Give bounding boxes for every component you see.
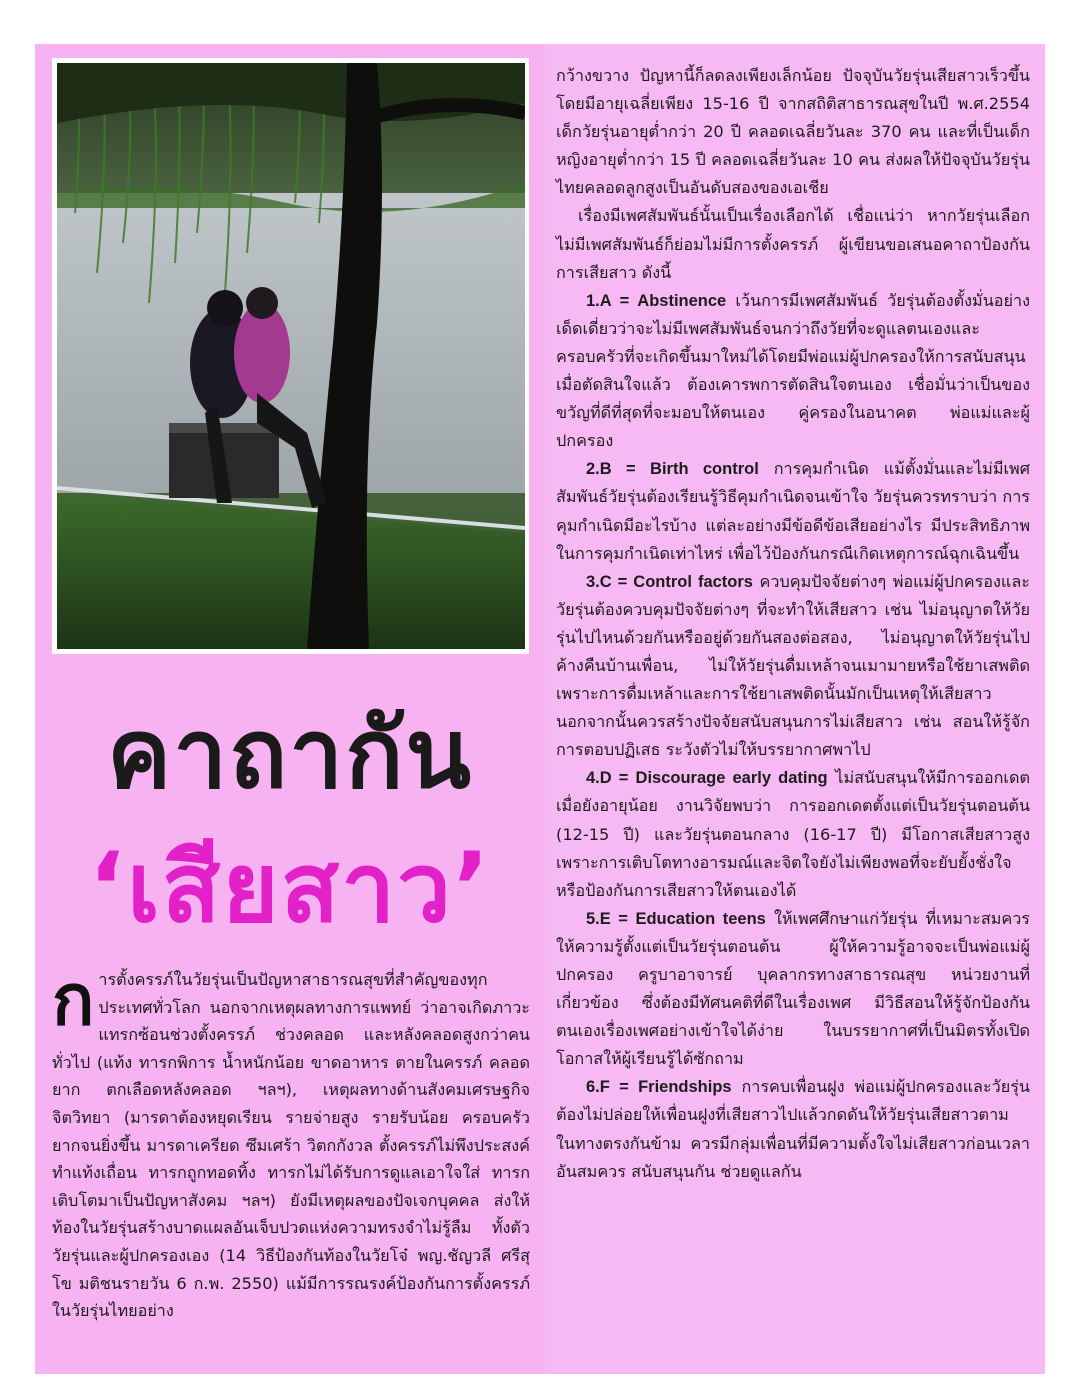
item-text: ควบคุมปัจจัยต่างๆ พ่อแม่ผู้ปกครองและวัยรุ่นต้องควบคุมปัจจัยต่างๆ ที่จะทำให้เสียสาว เช่น ไม่อนุญาตให้วัยรุ่นไปไหนด้วยกันหรืออยู่ด้วยกันสองต่อสอง, ไม่อนุญาตให้วัยรุ่นไปค้างคืนบ้านเพื่อน, ไม่ให้วัยรุ่นดื่มเหล้าจนเมามายหรือใช้ยาเสพติดเพราะการดื่มเหล้าและการใช้ยาเสพติดนั้นมักเป็นเหตุให้เสียสาว นอกจากนั้นควรสร้างปัจจัยสนับสนุนการไม่เสียสาว เช่น สอนให้รู้จักการตอบปฏิเสธ ระวังตัวไม่ให้บรรยากาศพาไป [556,571,1030,760]
left-column-text [52,959,530,1325]
headline-line-1: คาถากัน [107,698,473,810]
item-text: ไม่สนับสนุนให้มีการออกเดตเมื่อยังอายุน้อย งานวิจัยพบว่า การออกเดตตั้งแต่เป็นวัยรุ่นตอนต้น (12-15 ปี) และวัยรุ่นตอนกลาง (16-17 ปี) มีโอกาสเสียสาวสูง เพราะการเติบโตทางอารมณ์และจิตใจยังไม่เพียงพอที่จะยับยั้งชั่งใจ หรือป้องกันการเสียสาวให้ตนเองได้ [556,768,1030,900]
drop-cap: ก [52,959,95,1041]
item-text: การคุมกำเนิด แม้ตั้งมั่นและไม่มีเพศสัมพันธ์วัยรุ่นต้องเรียนรู้วิธีคุมกำเนิดจนเข้าใจ วัยรุ่นควรทราบว่า การคุมกำเนิดมีอะไรบ้าง แต่ละอย่างมีข้อดีข้อเสียอย่างไร มีประสิทธิภาพในการคุมกำเนิดเท่าไหร่ เพื่อไว้ป้องกันกรณีเกิดเหตุการณ์ฉุกเฉินขึ้น [556,459,1030,563]
item-label: 4.D = Discourage early dating [586,769,828,788]
intro-paragraph-1: กว้างขวาง ปัญหานี้ก็ลดลงเพียงเล็กน้อย ปัจจุบันวัยรุ่นเสียสาวเร็วขึ้น โดยมีอายุเฉลี่ยเพียง 15-16 ปี จากสถิติสาธารณสุขในปี พ.ศ.2554 เด็กวัยรุ่นอายุต่ำกว่า 20 ปี คลอดเฉลี่ยวันละ 370 คน และที่เป็นเด็กหญิงอายุต่ำกว่า 15 ปี คลอดเฉลี่ยวันละ 10 คน ส่งผลให้ปัจจุบันวัยรุ่นไทยคลอดลูกสูงเป็นอันดับสองของเอเชีย [556,66,1030,198]
couple-under-tree-photo [57,63,525,649]
item-text: เว้นการมีเพศสัมพันธ์ วัยรุ่นต้องตั้งมั่นอย่างเด็ดเดี่ยวว่าจะไม่มีเพศสัมพันธ์จนกว่าถึงวัยที่จะดูแลตนเองและครอบครัวที่จะเกิดขึ้นมาใหม่ได้โดยมีพ่อแม่ผู้ปกครองให้การสนับสนุน เมื่อตัดสินใจแล้ว ต้องเคารพการตัดสินใจตนเอง เชื่อมั่นว่าเป็นของขวัญที่ดีที่สุดที่จะมอบให้ตนเอง คู่ครองในอนาคต พ่อแม่และผู้ปกครอง [556,290,1030,451]
item-text: ให้เพศศึกษาแก่วัยรุ่น ที่เหมาะสมควรให้ความรู้ตั้งแต่เป็นวัยรุ่นตอนต้น ผู้ให้ความรู้อาจจะเป็นพ่อแม่ผู้ปกครอง ครูบาอาจารย์ บุคลากรทางสาธารณสุข หน่วยงานที่เกี่ยวข้อง ซึ่งต้องมีทัศนคติที่ดีในเรื่องเพศ มีวิธีสอนให้รู้จักป้องกันตนเองเรื่องเพศอย่างเข้าใจได้ง่าย ในบรรยากาศที่เป็นมิตรทั้งเปิดโอกาสให้ผู้เรียนรู้ได้ซักถาม [556,908,1030,1069]
item-label: 1.A = Abstinence [586,291,727,310]
headline-line-2: ‘เสียสาว’ [88,832,492,944]
left-column-body: ารตั้งครรภ์ในวัยรุ่นเป็นปัญหาสาธารณสุขที่สำคัญของทุกประเทศทั่วโลก นอกจากเหตุผลทางการแพทย์ ว่าอาจเกิดภาวะแทรกซ้อนช่วงตั้งครรภ์ ช่วงคลอด และหลังคลอดสูงกว่าคนทั่วไป (แท้ง ทารกพิการ น้ำหนักน้อย ขาดอาหาร ตายในครรภ์ คลอดยาก ตกเลือดหลังคลอด ฯลฯ), เหตุผลทางด้านสังคมเศรษฐกิจ จิตวิทยา (มารดาต้องหยุดเรียน รายจ่ายสูง รายรับน้อย ครอบครัวยากจนยิ่งขึ้น มารดาเครียด ซึมเศร้า วิตกกังวล ตั้งครรภ์ไม่พึงประสงค์ ทำแท้งเถื่อน ทารกถูกทอดทิ้ง ทารกไม่ได้รับการดูแลเอาใจใส่ ทารกเติบโตมาเป็นปัญหาสังคม ฯลฯ) ยังมีเหตุผลของปัจเจกบุคคล ส่งให้ท้องในวัยรุ่นสร้างบาดแผลอันเจ็บปวดแห่งความทรงจำไม่รู้ลืม ทั้งตัววัยรุ่นและผู้ปกครองเอง (14 วิธีป้องกันท้องในวัยโจ๋ พญ.ชัญวลี ศรีสุโข มติชนรายวัน 6 ก.พ. 2550) แม้มีการรณรงค์ป้องกันการตั้งครรภ์ในวัยรุ่นไทยอย่าง [52,970,530,1321]
list-item-control-factors [556,568,1030,765]
list-item-abstinence [556,287,1030,456]
item-label: 5.E = Education teens [586,909,766,928]
item-label: 2.B = Birth control [586,460,759,479]
list-item-birth-control [556,455,1030,567]
item-label: 3.C = Control factors [586,572,753,591]
item-label: 6.F = Friendships [586,1078,732,1097]
list-item-education-teens [556,905,1030,1074]
intro-paragraph-2: เรื่องมีเพศสัมพันธ์นั้นเป็นเรื่องเลือกได้ เชื่อแน่ว่า หากวัยรุ่นเลือกไม่มีเพศสัมพันธ์ก็ย่อมไม่มีการตั้งครรภ์ ผู้เขียนขอเสนอคาถาป้องกันการเสียสาว ดังนี้ [556,206,1030,282]
item-text: การคบเพื่อนฝูง พ่อแม่ผู้ปกครองและวัยรุ่นต้องไม่ปล่อยให้เพื่อนฝูงที่เสียสาวไปแล้วกดดันให้วัยรุ่นเสียสาวตาม ในทางตรงกันข้าม ควรมีกลุ่มเพื่อนที่มีความตั้งใจไม่เสียสาวก่อนเวลาอันสมควร สนับสนุนกัน ช่วยดูแลกัน [556,1077,1030,1181]
list-item-discourage-dating [556,764,1030,904]
right-column-text [556,62,1030,1186]
list-item-friendships [556,1073,1030,1185]
